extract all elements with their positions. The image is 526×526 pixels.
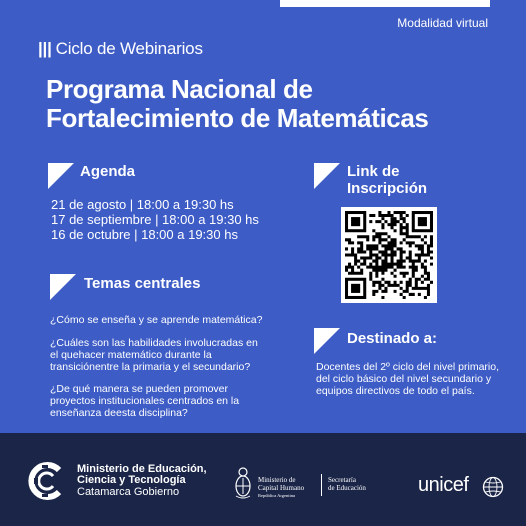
capital-humano-name (258, 476, 304, 500)
temas-triangle-icon (50, 274, 76, 300)
agenda-date-2: 17 de septiembre | 18:00 a 19:30 hs (51, 212, 259, 227)
ministry-line-2: Ciencia y Tecnología (77, 474, 186, 486)
title-line-2: Fortalecimiento de Matemáticas (46, 103, 429, 133)
ministry-line-1: Ministerio de Educación, (77, 463, 207, 475)
destinado-line-1: Docentes del 2º ciclo del nivel primario, (316, 361, 500, 373)
tema-item-2 (50, 337, 258, 373)
ministry-line-3: Catamarca Gobierno (77, 486, 180, 498)
inscripcion-heading-line-2: Inscripción (347, 180, 428, 197)
agenda-date-1: 21 de agosto | 18:00 a 19:30 hs (51, 197, 234, 212)
series-bars: ||| (38, 39, 52, 58)
page-title (46, 75, 486, 133)
modality-label: Modalidad virtual (397, 16, 488, 30)
temas-heading: Temas centrales (84, 275, 201, 292)
capital-line-1: Ministerio de (258, 476, 296, 484)
destinado-triangle-icon (314, 328, 340, 354)
ministry-catamarca-name (77, 464, 207, 498)
agenda-dates (51, 197, 259, 242)
capital-line-2: Capital Humano (258, 484, 305, 492)
title-line-1: Programa Nacional de (46, 74, 313, 104)
top-accent-bar (280, 0, 490, 7)
tema-3-line-3: enseñanza deesta disciplina? (50, 407, 188, 419)
inscripcion-heading-line-1: Link de (347, 163, 400, 180)
qr-code-icon[interactable] (341, 207, 437, 303)
secretaria-name (328, 476, 366, 492)
secretaria-line-2: de Educación (328, 484, 366, 492)
destinado-line-3: equipos directivos de todo el país. (316, 385, 475, 397)
tema-2-line-2: el quehacer matemático durante la (50, 349, 212, 361)
tema-2-line-1: ¿Cuáles son las habilidades involucradas en (50, 337, 258, 349)
agenda-heading: Agenda (80, 163, 136, 180)
destinado-heading: Destinado a: (347, 330, 438, 347)
tema-3-line-1: ¿De qué manera se pueden promover (50, 383, 229, 395)
tema-3-line-2: proyectos institucionales centrados en la (50, 395, 240, 407)
argentina-coat-of-arms-icon (234, 466, 252, 500)
unicef-wordmark: unicef (418, 474, 469, 496)
catamarca-logo-icon (26, 461, 66, 501)
tema-2-line-3: transiciónentre la primaria y el secundario? (50, 361, 251, 373)
tema-item-3 (50, 383, 239, 419)
footer-divider (321, 474, 322, 496)
series-label (38, 39, 203, 59)
secretaria-line-1: Secretaría (328, 476, 356, 484)
agenda-triangle-icon (48, 163, 74, 189)
tema-1-line-1: ¿Cómo se enseña y se aprende matemática? (50, 314, 263, 326)
unicef-globe-icon (482, 476, 504, 498)
series-text: Ciclo de Webinarios (55, 39, 203, 58)
agenda-date-3: 16 de octubre | 18:00 a 19:30 hs (51, 227, 238, 242)
destinado-line-2: del ciclo básico del nivel secundario y (316, 373, 492, 385)
inscripcion-heading (347, 163, 427, 197)
inscripcion-triangle-icon (314, 163, 340, 189)
destinado-text (316, 361, 499, 397)
tema-item-1 (50, 314, 262, 326)
capital-line-3: República Argentina (258, 493, 296, 498)
